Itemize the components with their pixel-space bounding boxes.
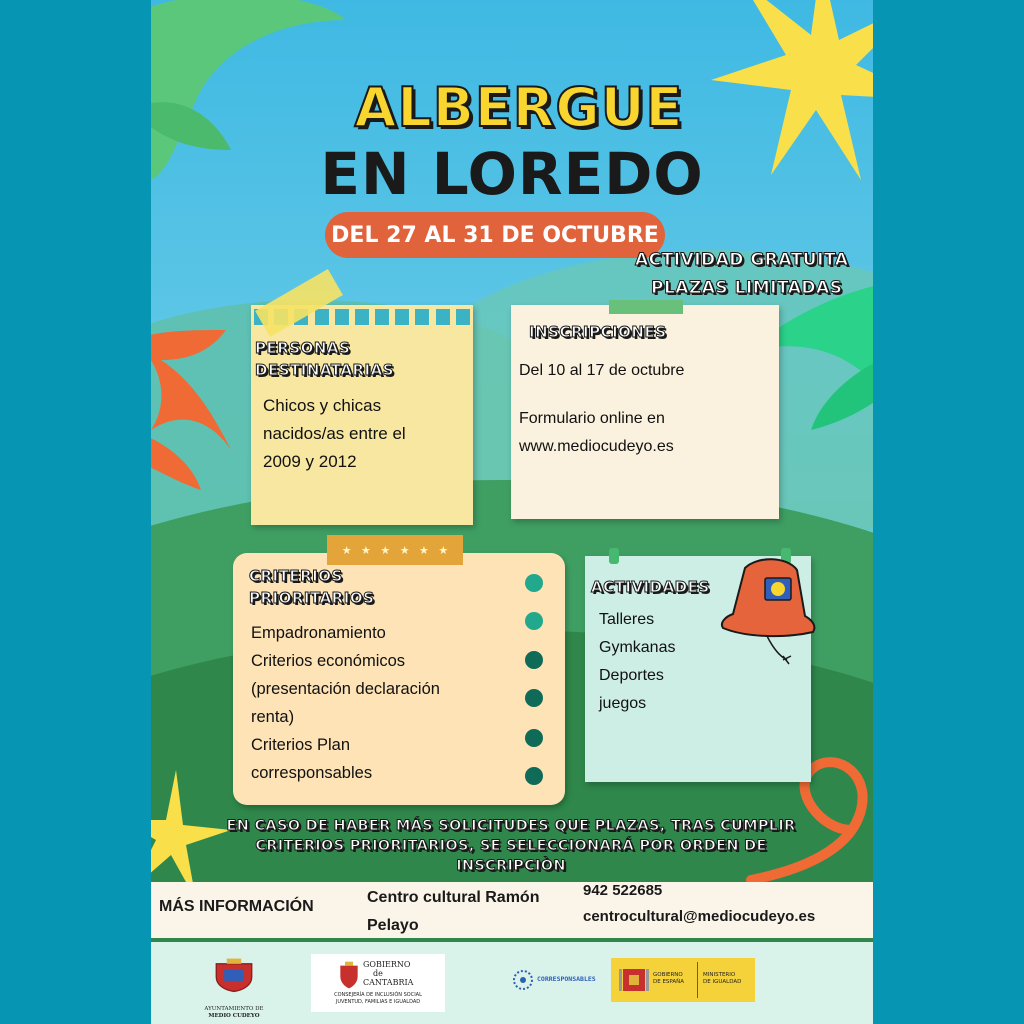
activities-heading: ACTIVIDADES (591, 578, 710, 596)
bullet-dot (525, 574, 543, 592)
criteria-heading: CRITERIOS PRIORITARIOS (249, 567, 375, 607)
limited-places-label: PLAZAS LIMITADAS (651, 278, 843, 298)
bullet-dot (525, 729, 543, 747)
bullet-dot (525, 689, 543, 707)
selection-notice: EN CASO DE HABER MÁS SOLICITUDES QUE PLAZAS, TRAS CUMPLIR CRITERIOS PRIORITARIOS, SE SELECCIONARÁ POR ORDEN DE INSCRIPCIÒN (226, 818, 796, 874)
tape-decoration: ★ ★ ★ ★ ★ ★ (327, 535, 463, 565)
list-item: Deportes (599, 667, 664, 684)
date-range-text: DEL 27 AL 31 DE OCTUBRE (331, 222, 659, 248)
list-item: Gymkanas (599, 639, 676, 656)
registration-website-link[interactable]: www.mediocudeyo.es (519, 438, 674, 455)
leaf-icon (151, 320, 241, 490)
list-item: Criterios Plan (251, 736, 351, 754)
more-info-bar (151, 882, 873, 938)
list-item: corresponsables (251, 764, 373, 782)
registration-heading: INSCRIPCIONES (529, 323, 667, 341)
recipients-heading: PERSONAS DESTINATARIAS (255, 339, 395, 379)
corresponsables-logo: CORRESPONSABLES (513, 970, 603, 990)
free-activity-label: ACTIVIDAD GRATUITA (635, 250, 849, 270)
coat-of-arms-icon (339, 960, 359, 990)
date-range-badge (325, 212, 665, 258)
bullet-dot (525, 767, 543, 785)
email-link[interactable]: centrocultural@mediocudeyo.es (583, 908, 816, 925)
list-item: Talleres (599, 611, 655, 628)
phone-number[interactable]: 942 522685 (583, 882, 663, 899)
ayuntamiento-logo: AYUNTAMIENTO DE MEDIO CUDEYO (199, 950, 269, 1022)
list-item: renta) (251, 708, 295, 726)
registration-card (511, 305, 779, 519)
list-item: (presentación declaración (251, 680, 440, 698)
bullet-dot (525, 612, 543, 630)
gobierno-cantabria-logo: GOBIERNO de CANTABRIA CONSEJERÍA DE INCLUSIÓN SOCIAL JUVENTUD, FAMILIAS E IGUALDAD (311, 954, 445, 1012)
criteria-list (251, 619, 521, 787)
venue-name: Centro cultural Ramón Pelayo (367, 889, 540, 934)
poster (151, 0, 873, 1024)
title-line-2: EN LOREDO (320, 140, 704, 208)
coat-of-arms-icon (211, 952, 257, 998)
bucket-hat-icon (717, 556, 817, 668)
criteria-card (233, 553, 565, 805)
recipients-text: Chicos y chicas nacidos/as entre el 2009 y 2012 (263, 396, 406, 471)
coat-of-arms-icon (619, 965, 649, 995)
registration-text: Del 10 al 17 de octubre Formulario online en www.mediocudeyo.es (519, 357, 777, 461)
list-item: juegos (599, 695, 647, 712)
registration-dates: Del 10 al 17 de octubre (519, 362, 685, 379)
tape-decoration (609, 300, 683, 314)
sponsor-logos-bar (151, 942, 873, 1024)
gobierno-espana-logo: GOBIERNO DE ESPAÑA MINISTERIO DE IGUALDAD (611, 958, 755, 1002)
list-item: Criterios económicos (251, 652, 406, 670)
recipients-card (251, 305, 473, 525)
list-item: Empadronamiento (251, 624, 386, 642)
more-info-label: MÁS INFORMACIÓN (159, 898, 314, 915)
flower-icon (513, 970, 533, 990)
activities-list (599, 606, 729, 718)
bullet-dot (525, 651, 543, 669)
title-line-1: ALBERGUE (354, 76, 684, 139)
